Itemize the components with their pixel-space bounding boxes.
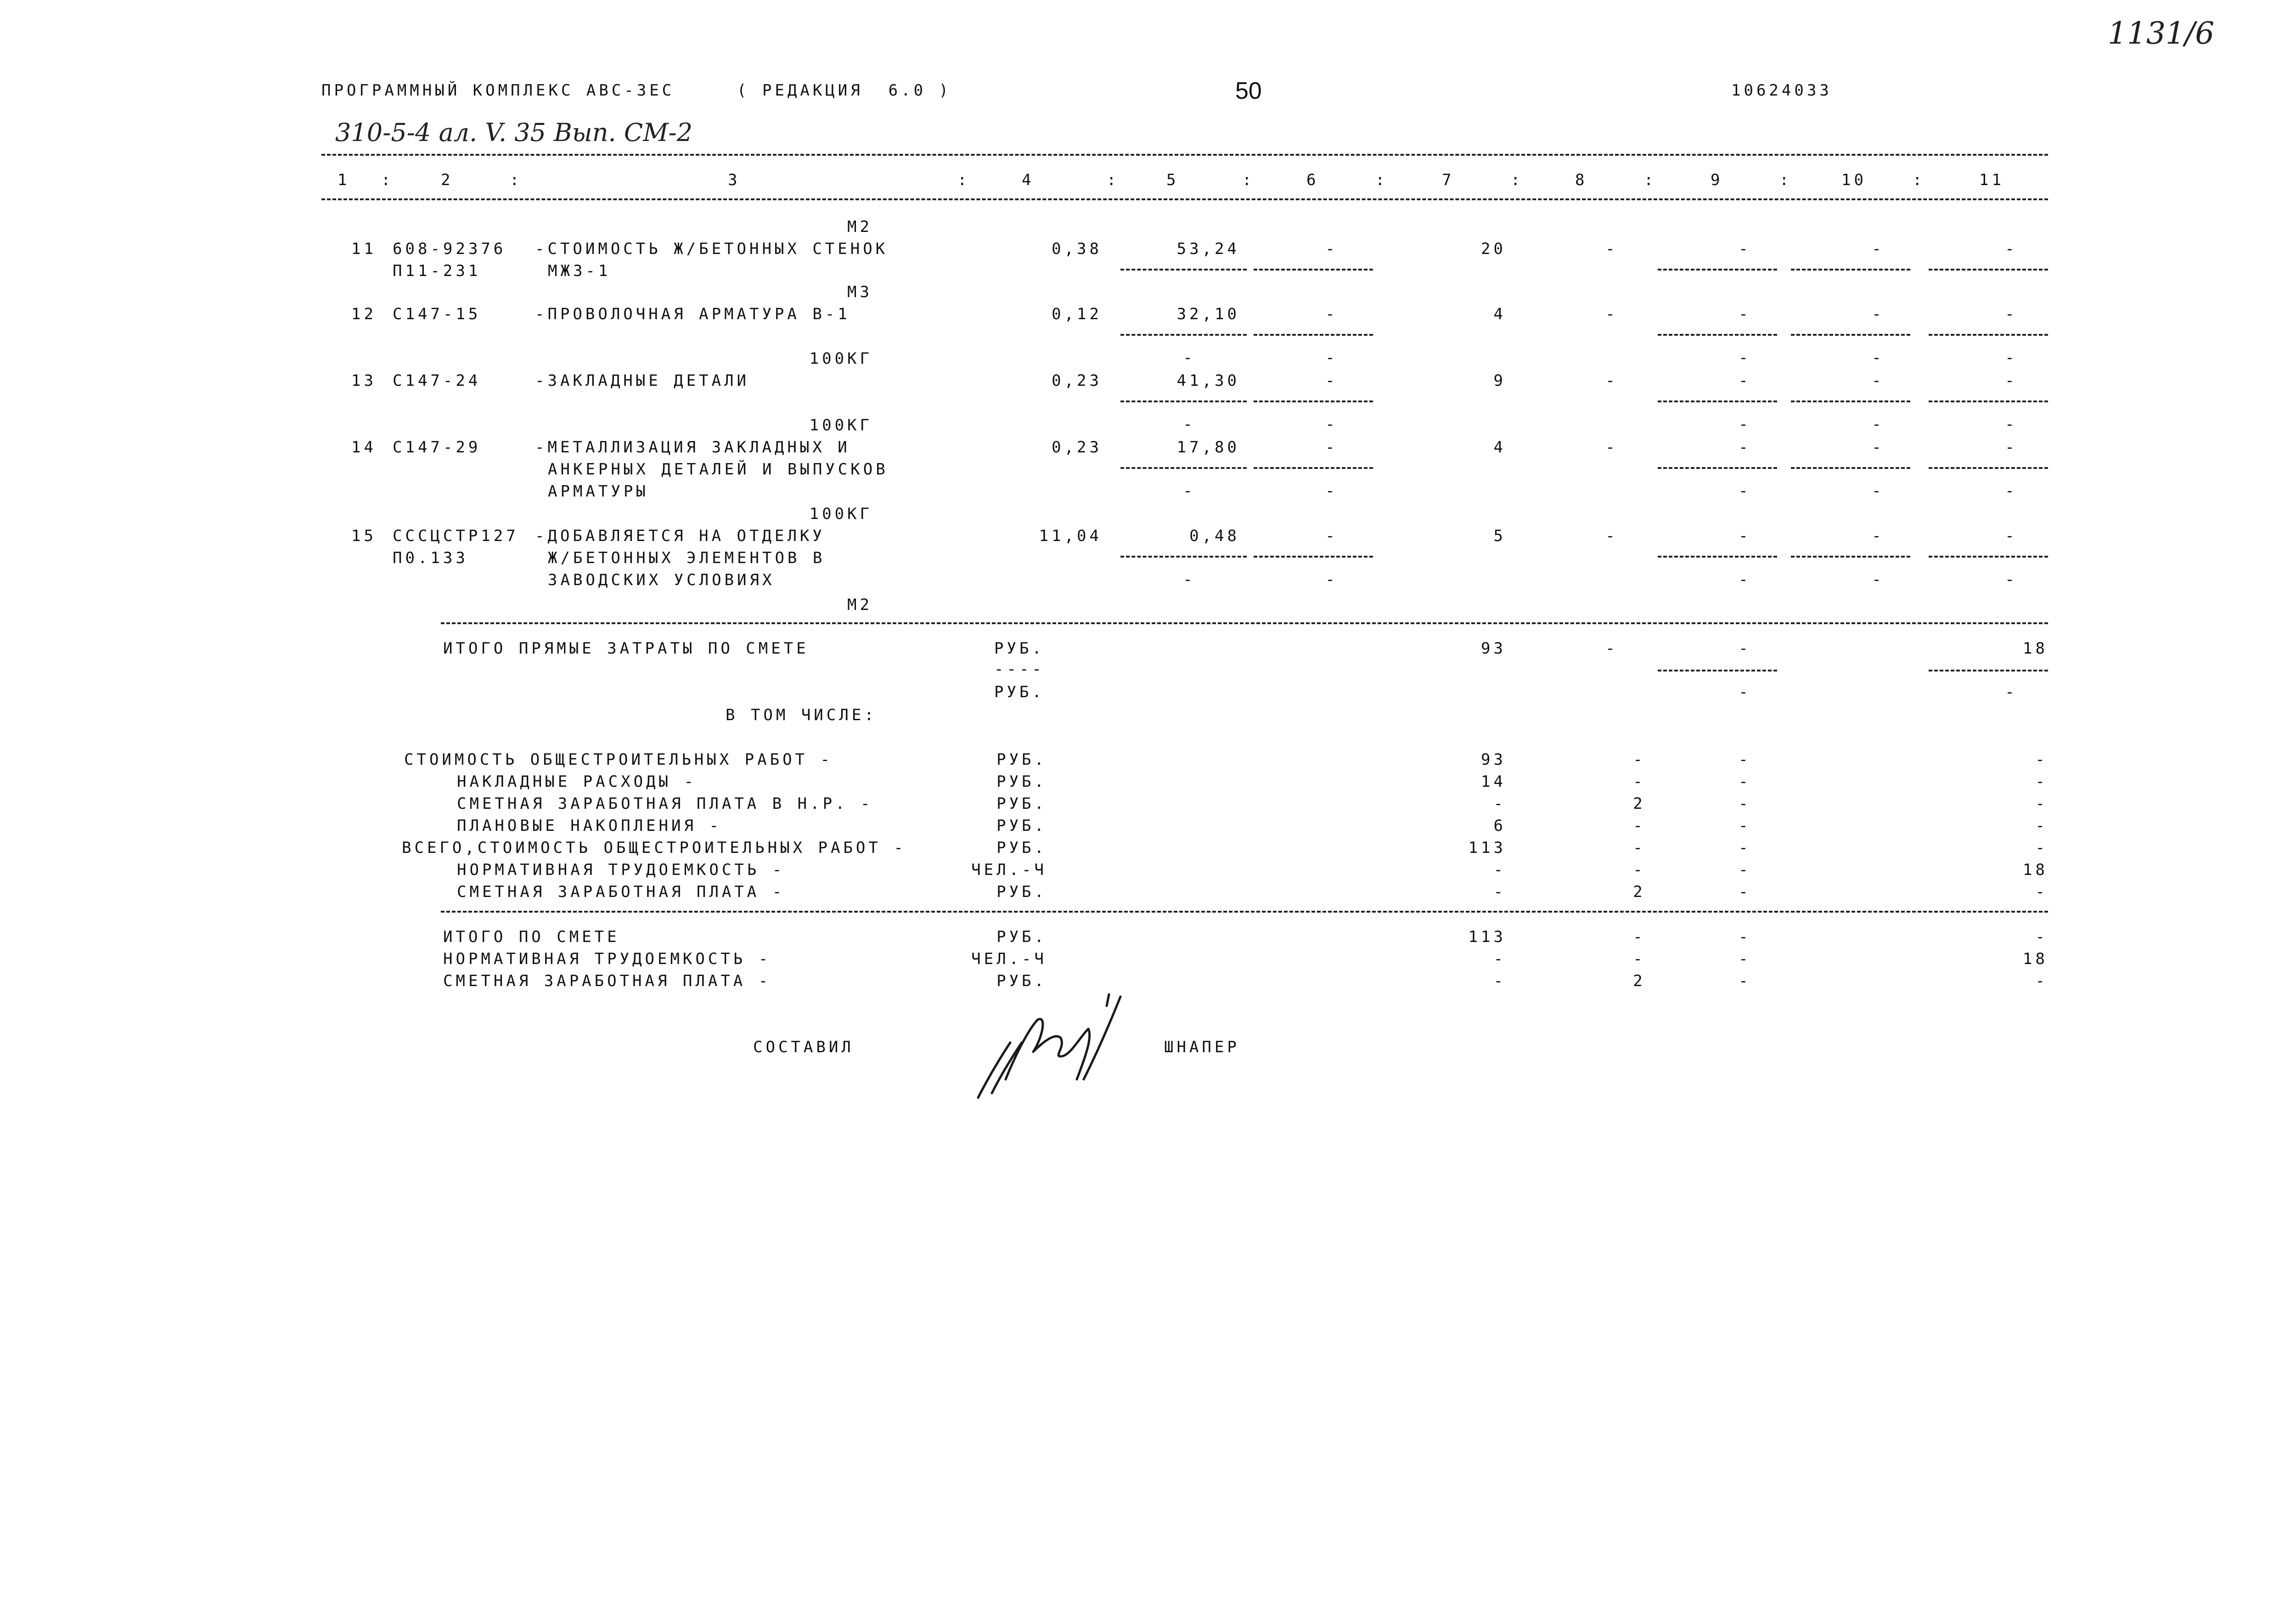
breakdown-row-col11: - [2035,883,2048,901]
item-col8: - [1605,438,1618,457]
breakdown-row-label: СТОИМОСТЬ ОБЩЕСТРОИТЕЛЬНЫХ РАБОТ - [404,750,833,769]
item-col6: - [1325,305,1338,323]
breakdown-row-col11: - [2035,773,2048,791]
item-col11: - [2005,372,2018,390]
total-row-col11: - [2035,928,2048,946]
item-col9: - [1739,438,1751,457]
item-sub-col6: - [1325,570,1338,589]
breakdown-row-col9: - [1739,773,1751,791]
item-sub-col9: - [1739,570,1751,589]
item-sub-col11: - [2005,349,2018,367]
breakdown-row-col7: - [1493,795,1506,813]
item-code: С147-15 [393,305,481,323]
direct-costs-col8: - [1605,639,1618,658]
item-code: 608-92376 [393,240,506,258]
direct-costs-col9: - [1739,639,1751,658]
breakdown-row-label: СМЕТНАЯ ЗАРАБОТНАЯ ПЛАТА В Н.Р. - [457,795,873,813]
total-row-col8: - [1633,928,1646,946]
compiled-by-label: СОСТАВИЛ [753,1038,854,1056]
breakdown-row-col8: 2 [1633,795,1646,813]
col-header-10: 10 [1841,171,1867,189]
item-unit-above: М3 [847,283,872,301]
direct-costs-unit-2: РУБ. [994,683,1045,701]
item-sub-col6: - [1325,415,1338,434]
item-col6: - [1325,527,1338,545]
divider-top [321,154,2048,156]
breakdown-row-unit: РУБ. [996,795,1047,813]
item-sub-col9: - [1739,482,1751,500]
item-col10: - [1872,527,1885,545]
breakdown-row-col9: - [1739,750,1751,769]
breakdown-row-col9: - [1739,883,1751,901]
item-col7: 4 [1493,305,1506,323]
item-unit-price: 32,10 [1176,305,1240,323]
item-col10: - [1872,438,1885,457]
breakdown-row-col7: - [1493,861,1506,879]
breakdown-row-col8: - [1633,839,1646,857]
item-description-line: -МЕТАЛЛИЗАЦИЯ ЗАКЛАДНЫХ И [535,438,850,457]
direct-costs-col11: 18 [2023,639,2048,658]
breakdown-row-col11: - [2035,795,2048,813]
breakdown-row-col8: - [1633,861,1646,879]
item-description-line: -ДОБАВЛЯЕТСЯ НА ОТДЕЛКУ [535,527,825,545]
col-header-7: 7 [1442,171,1455,189]
col-header-9: 9 [1711,171,1723,189]
item-quantity: 0,23 [1052,438,1102,457]
item-col7: 5 [1493,527,1506,545]
col-header-1: 1 [338,171,350,189]
item-code: СССЦСТР127 [393,527,519,545]
project-reference: 310-5-4 ал. V. 35 Вып. СМ-2 [335,118,693,147]
item-code-extra: П11-231 [393,262,481,280]
breakdown-row-unit: РУБ. [996,883,1047,901]
item-number: 12 [351,305,377,323]
item-col8: - [1605,240,1618,258]
col-header-5: 5 [1166,171,1179,189]
item-sub-col10: - [1872,415,1885,434]
item-sub-col11: - [2005,415,2018,434]
item-quantity: 0,12 [1052,305,1102,323]
item-col11: - [2005,240,2018,258]
item-sub-col9: - [1739,415,1751,434]
item-unit-above: 100КГ [809,505,872,523]
item-description-line: -ПРОВОЛОЧНАЯ АРМАТУРА В-1 [535,305,850,323]
item-number: 15 [351,527,377,545]
including-label: В ТОМ ЧИСЛЕ: [726,706,877,724]
breakdown-row-col9: - [1739,795,1751,813]
item-unit-above: М2 [847,218,872,236]
item-sub-col5: - [1183,482,1196,500]
item-description-line: АНКЕРНЫХ ДЕТАЛЕЙ И ВЫПУСКОВ [548,460,889,479]
item-description-line: МЖЗ-1 [548,262,611,280]
total-row-col7: - [1493,950,1506,968]
breakdown-row-col7: 93 [1481,750,1506,769]
item-code: С147-24 [393,372,481,390]
breakdown-row-label: ПЛАНОВЫЕ НАКОПЛЕНИЯ - [457,817,722,835]
breakdown-row-col9: - [1739,861,1751,879]
total-row-col11: 18 [2023,950,2048,968]
breakdown-row-col7: - [1493,883,1506,901]
edition-label: ( РЕДАКЦИЯ 6.0 ) [737,81,951,100]
handwritten-signature [969,987,1134,1107]
total-row-unit: РУБ. [996,972,1047,990]
total-row-unit: ЧЕЛ.-Ч [971,950,1047,968]
item-description-line: АРМАТУРЫ [548,482,649,501]
item-code: С147-29 [393,438,481,457]
item-col9: - [1739,240,1751,258]
item-sub-col10: - [1872,349,1885,367]
item-quantity: 0,23 [1052,372,1102,390]
item-col7: 9 [1493,372,1506,390]
breakdown-row-col7: 14 [1481,773,1506,791]
breakdown-row-unit: РУБ. [996,839,1047,857]
item-col11: - [2005,305,2018,323]
item-unit-above: 100КГ [809,416,872,434]
total-row-col9: - [1739,950,1751,968]
direct-costs-label: ИТОГО ПРЯМЫЕ ЗАТРАТЫ ПО СМЕТЕ [443,639,809,658]
breakdown-row-label: ВСЕГО,СТОИМОСТЬ ОБЩЕСТРОИТЕЛЬНЫХ РАБОТ - [402,839,906,857]
item-description-line: -СТОИМОСТЬ Ж/БЕТОННЫХ СТЕНОК [535,240,889,258]
direct-costs-unit-underline: ---- [994,660,1045,678]
total-row-label: НОРМАТИВНАЯ ТРУДОЕМКОСТЬ - [443,950,771,968]
total-row-col9: - [1739,972,1751,990]
breakdown-row-col7: 113 [1468,839,1506,857]
item-col10: - [1872,305,1885,323]
total-row-col7: 113 [1468,928,1506,946]
item-description-line: -ЗАКЛАДНЫЕ ДЕТАЛИ [535,372,749,390]
breakdown-row-unit: РУБ. [996,750,1047,769]
breakdown-row-unit: РУБ. [996,817,1047,835]
total-row-col7: - [1493,972,1506,990]
breakdown-row-col8: - [1633,773,1646,791]
col-header-6: 6 [1306,171,1319,189]
item-number: 13 [351,372,377,390]
breakdown-row-col8: - [1633,817,1646,835]
breakdown-row-unit: ЧЕЛ.-Ч [971,861,1047,879]
item-description-line: ЗАВОДСКИХ УСЛОВИЯХ [548,571,775,589]
item-col9: - [1739,527,1751,545]
breakdown-row-col8: 2 [1633,883,1646,901]
page-number: 50 [1235,78,1262,104]
direct-costs-col9-b: - [1739,683,1751,701]
item-unit-above: 100КГ [809,350,872,368]
breakdown-row-label: НАКЛАДНЫЕ РАСХОДЫ - [457,773,697,791]
item-unit-price: 41,30 [1176,372,1240,390]
item-number: 11 [351,240,377,258]
col-header-2: 2 [441,171,454,189]
item-sub-col11: - [2005,482,2018,500]
item-unit-price: 17,80 [1176,438,1240,457]
item-number: 14 [351,438,377,457]
divider-header [321,198,2048,200]
item-col11: - [2005,438,2018,457]
item-quantity: 11,04 [1039,527,1102,545]
item-code-extra: П0.133 [393,549,468,567]
breakdown-row-label: СМЕТНАЯ ЗАРАБОТНАЯ ПЛАТА - [457,883,785,901]
total-row-unit: РУБ. [996,928,1047,946]
item-sub-col10: - [1872,482,1885,500]
breakdown-row-col7: 6 [1493,817,1506,835]
item-sub-col10: - [1872,570,1885,589]
item-col9: - [1739,305,1751,323]
compiler-name: ШНАПЕР [1164,1038,1240,1056]
col-header-3: 3 [728,171,741,189]
item-col8: - [1605,527,1618,545]
item-col8: - [1605,372,1618,390]
item-col10: - [1872,372,1885,390]
divider-breakdown-end [441,911,2048,913]
divider-items-end [441,622,2048,624]
item-col10: - [1872,240,1885,258]
total-row-col11: - [2035,972,2048,990]
total-row-col8: 2 [1633,972,1646,990]
breakdown-row-col9: - [1739,839,1751,857]
breakdown-row-col11: - [2035,750,2048,769]
breakdown-row-col9: - [1739,817,1751,835]
breakdown-row-unit: РУБ. [996,773,1047,791]
breakdown-row-col11: - [2035,839,2048,857]
col-header-11: 11 [1979,171,2004,189]
item-col8: - [1605,305,1618,323]
item-col6: - [1325,240,1338,258]
direct-costs-unit: РУБ. [994,639,1045,658]
item-description-line: Ж/БЕТОННЫХ ЭЛЕМЕНТОВ В [548,549,826,567]
item-sub-col5: - [1183,570,1196,589]
item-col6: - [1325,372,1338,390]
col-header-4: 4 [1022,171,1035,189]
program-title: ПРОГРАММНЫЙ КОМПЛЕКС АВС-3ЕС [321,81,675,100]
item-sub-col5: - [1183,349,1196,367]
col-header-8: 8 [1575,171,1588,189]
item-sub-col6: - [1325,349,1338,367]
document-code: 10624033 [1731,81,1832,100]
total-row-col8: - [1633,950,1646,968]
direct-costs-col11-b: - [2005,683,2018,701]
item-col7: 20 [1481,240,1506,258]
item-col7: 4 [1493,438,1506,457]
corner-note: 1131/6 [2108,16,2215,51]
item-unit-price: 0,48 [1189,527,1240,545]
direct-costs-col7: 93 [1481,639,1506,658]
breakdown-row-col11: - [2035,817,2048,835]
breakdown-row-label: НОРМАТИВНАЯ ТРУДОЕМКОСТЬ - [457,861,785,879]
item-col11: - [2005,527,2018,545]
item-sub-col5: - [1183,415,1196,434]
breakdown-row-col8: - [1633,750,1646,769]
item-quantity: 0,38 [1052,240,1102,258]
item-col9: - [1739,372,1751,390]
total-row-label: СМЕТНАЯ ЗАРАБОТНАЯ ПЛАТА - [443,972,771,990]
item-sub-col9: - [1739,349,1751,367]
last-item-unit: М2 [847,596,872,614]
breakdown-row-col11: 18 [2023,861,2048,879]
total-row-label: ИТОГО ПО СМЕТЕ [443,928,620,946]
item-sub-col6: - [1325,482,1338,500]
item-col6: - [1325,438,1338,457]
item-sub-col11: - [2005,570,2018,589]
item-unit-price: 53,24 [1176,240,1240,258]
total-row-col9: - [1739,928,1751,946]
